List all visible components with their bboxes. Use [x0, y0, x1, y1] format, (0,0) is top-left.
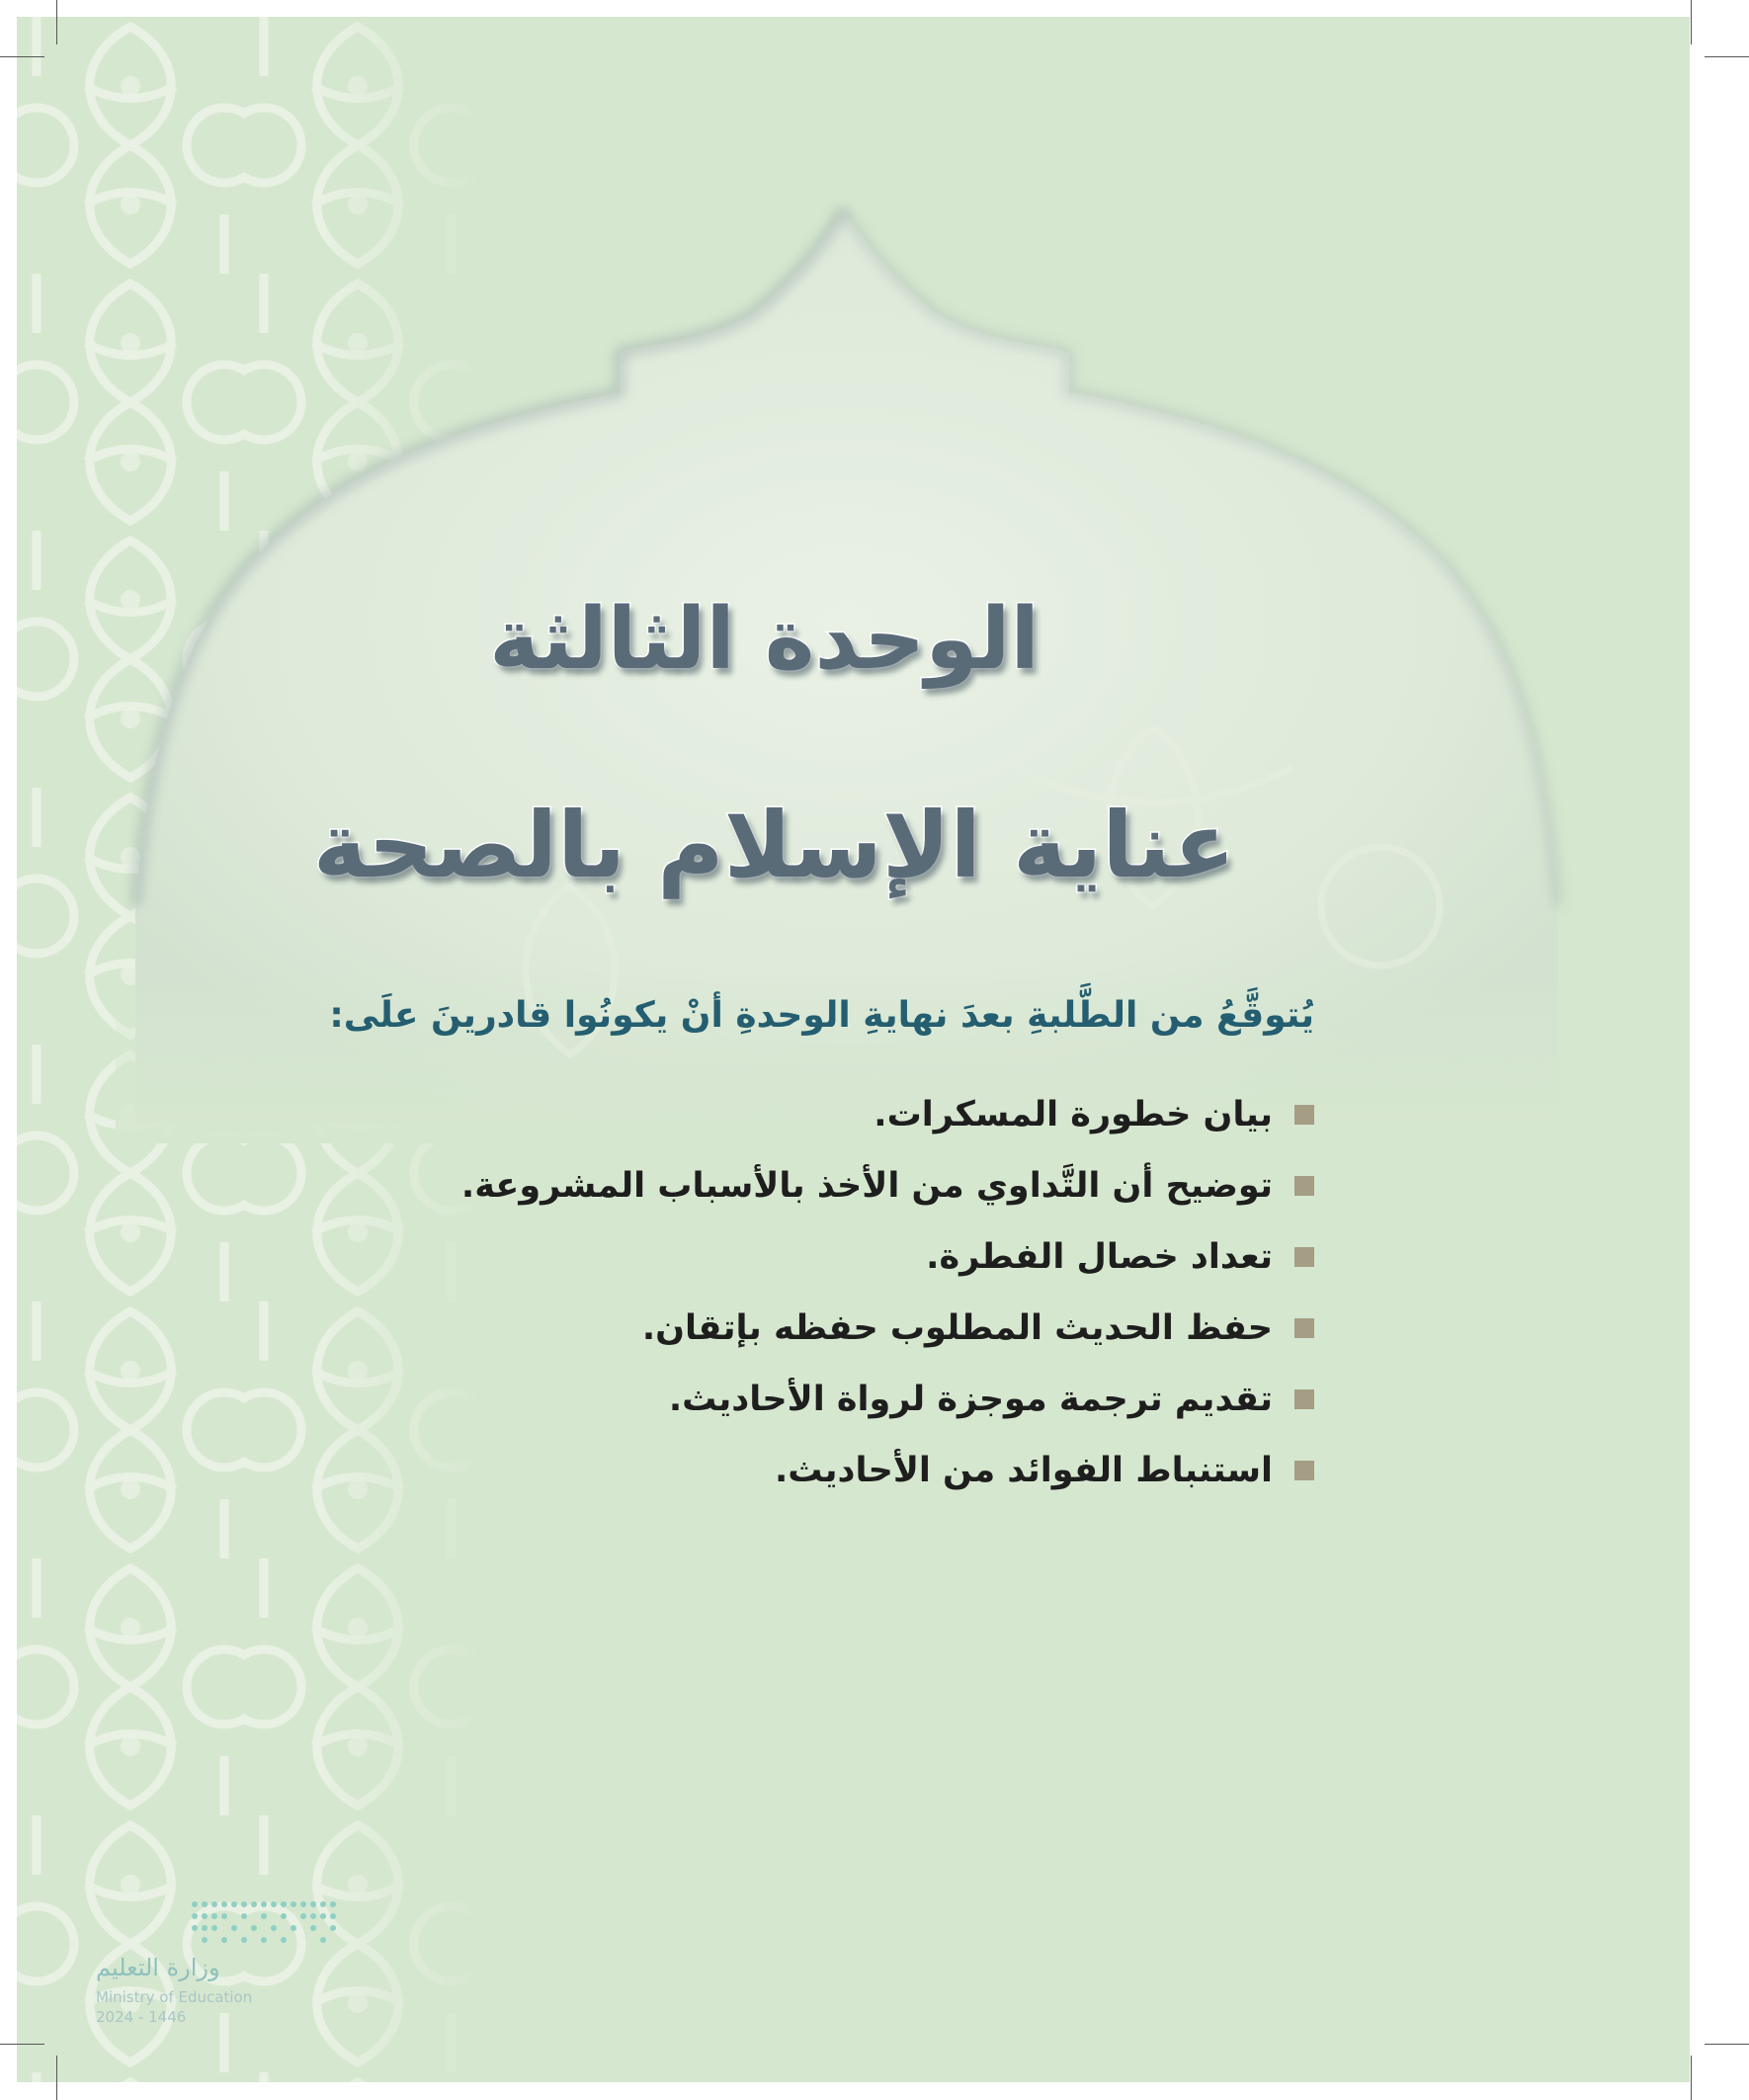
objective-item	[227, 1435, 1314, 1506]
crop-mark	[1705, 2044, 1749, 2045]
objective-text: بيان خطورة المسكرات.	[874, 1095, 1273, 1134]
objective-item	[227, 1364, 1314, 1435]
objectives-list	[227, 1079, 1314, 1506]
edition-year: 2024 - 1446	[96, 2008, 187, 2026]
page	[17, 17, 1690, 2082]
objective-item	[227, 1079, 1314, 1150]
square-bullet-icon	[1294, 1318, 1314, 1338]
crop-mark	[1691, 0, 1692, 44]
crop-mark	[1705, 56, 1749, 57]
unit-label: الوحدة الثالثة	[489, 590, 1040, 689]
objective-text: استنباط الفوائد من الأحاديث.	[775, 1451, 1273, 1490]
objective-text: تقديم ترجمة موجزة لرواة الأحاديث.	[668, 1380, 1273, 1419]
ministry-name-en: Ministry of Education	[96, 1988, 253, 2006]
dome-arch	[17, 17, 1690, 2082]
objective-item	[227, 1221, 1314, 1293]
unit-title: عناية الإسلام بالصحة	[312, 793, 1236, 898]
objectives-intro: يُتوقَّعُ من الطَّلبةِ بعدَ نهايةِ الوحدةِ أنْ يكونُوا قادرينَ علَى:	[329, 995, 1314, 1036]
objective-text: تعداد خصال الفطرة.	[926, 1237, 1273, 1277]
ministry-logo-icon	[96, 1894, 353, 1954]
objective-item	[227, 1293, 1314, 1364]
square-bullet-icon	[1294, 1105, 1314, 1125]
crop-mark	[1691, 2056, 1692, 2100]
objective-text: حفظ الحديث المطلوب حفظه بإتقان.	[641, 1308, 1273, 1348]
objective-text: توضيح أن التَّداوي من الأخذ بالأسباب المشروعة.	[460, 1166, 1273, 1206]
square-bullet-icon	[1294, 1176, 1314, 1196]
ministry-name-ar: وزارة التعليم	[96, 1954, 220, 1981]
crop-mark	[0, 2044, 44, 2045]
square-bullet-icon	[1294, 1247, 1314, 1267]
crop-mark	[56, 0, 57, 44]
square-bullet-icon	[1294, 1389, 1314, 1409]
crop-mark	[56, 2056, 57, 2100]
crop-mark	[0, 56, 44, 57]
objective-item	[227, 1150, 1314, 1221]
square-bullet-icon	[1294, 1461, 1314, 1480]
